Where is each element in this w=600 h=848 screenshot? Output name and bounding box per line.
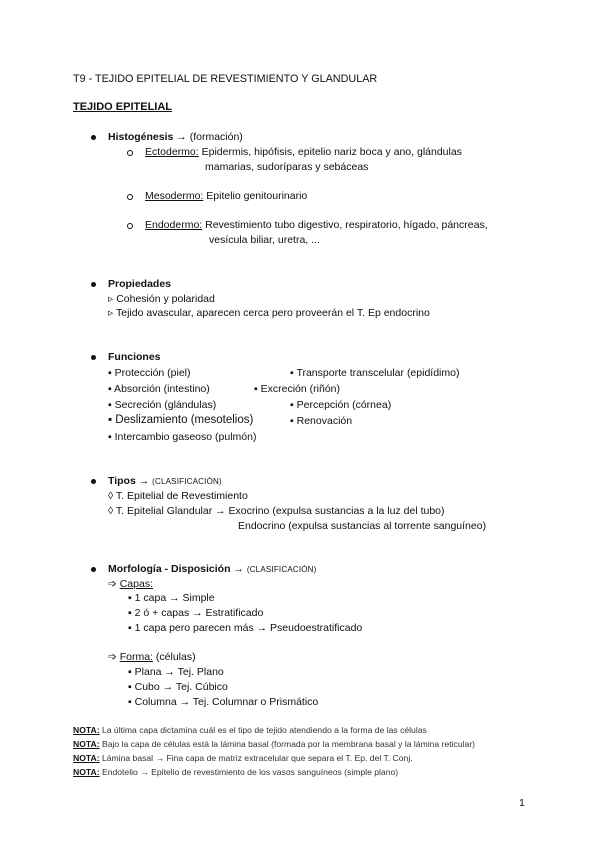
funcion-item: ▪ Absorción (intestino) xyxy=(108,383,210,395)
tipo-item: Endocrino (expulsa sustancias al torrente sanguíneo) xyxy=(238,520,487,532)
circle-bullet-icon xyxy=(127,150,133,156)
funcion-item: ▪ Deslizamiento (mesotelios) xyxy=(108,414,254,426)
bullet-icon xyxy=(91,567,96,572)
capas-heading: ➩ Capas: xyxy=(108,578,153,590)
funcion-item: ▪ Secreción (glándulas) xyxy=(108,399,217,411)
mesodermo-line: Mesodermo: Epitelio genitourinario xyxy=(145,190,308,202)
ectodermo-line-2: mamarias, sudoríparas y sebáceas xyxy=(205,161,369,173)
funcion-item: ▪ Excreción (riñón) xyxy=(254,383,340,395)
endodermo-line-2: vesícula biliar, uretra, ... xyxy=(209,234,320,246)
propiedades-heading: Propiedades xyxy=(108,278,172,290)
endodermo-line: Endodermo: Revestimiento tubo digestivo, respiratorio, hígado, páncreas, xyxy=(145,219,488,231)
funcion-item: ▪ Intercambio gaseoso (pulmón) xyxy=(108,431,257,443)
funcion-item: ▪ Protección (piel) xyxy=(108,367,191,379)
page-number: 1 xyxy=(519,797,525,809)
tipo-item: ◊ T. Epitelial Glandular → Exocrino (expulsa sustancias a la luz del tubo) xyxy=(108,505,445,517)
forma-item: ▪ Plana → Tej. Plano xyxy=(128,666,224,678)
nota-line: NOTA: Bajo la capa de células está la lámina basal (formada por la membrana basal y la lámina reticular) xyxy=(73,739,476,749)
bullet-icon xyxy=(91,355,96,360)
list-item: ▹ Tejido avascular, aparecen cerca pero proveerán el T. Ep endocrino xyxy=(108,307,430,319)
nota-line: NOTA: La última capa dictamina cuál es el tipo de tejido atendiendo a la forma de las células xyxy=(73,725,427,735)
document-title: T9 - TEJIDO EPITELIAL DE REVESTIMIENTO Y GLANDULAR xyxy=(73,73,378,85)
capa-item: ▪ 1 capa pero parecen más → Pseudoestratificado xyxy=(128,622,363,634)
list-item: ▹ Cohesión y polaridad xyxy=(108,293,215,305)
funcion-item: ▪ Renovación xyxy=(290,415,353,427)
forma-heading: ➩ Forma: (células) xyxy=(108,651,196,663)
forma-item: ▪ Columna → Tej. Columnar o Prismático xyxy=(128,696,319,708)
nota-line: NOTA: Lámina basal → Fina capa de matriz extracelular que separa el T. Ep. del T. Conj. xyxy=(73,753,413,763)
capa-item: ▪ 2 ó + capas → Estratificado xyxy=(128,607,264,619)
tipo-item: ◊ T. Epitelial de Revestimiento xyxy=(108,490,248,502)
nota-line: NOTA: Endotelio → Epitelio de revestimiento de los vasos sanguíneos (simple plano) xyxy=(73,767,399,777)
circle-bullet-icon xyxy=(127,194,133,200)
funciones-heading: Funciones xyxy=(108,351,161,363)
ectodermo-line: Ectodermo: Epidermis, hipófisis, epitelio nariz boca y ano, glándulas xyxy=(145,146,462,158)
tipos-heading: Tipos → (CLASIFICACIÓN) xyxy=(108,475,222,487)
circle-bullet-icon xyxy=(127,223,133,229)
funcion-item: ▪ Percepción (córnea) xyxy=(290,399,392,411)
bullet-icon xyxy=(91,282,96,287)
section-title: TEJIDO EPITELIAL xyxy=(73,101,173,113)
histogenesis-heading: Histogénesis → (formación) xyxy=(108,131,243,143)
capa-item: ▪ 1 capa → Simple xyxy=(128,592,215,604)
bullet-icon xyxy=(91,479,96,484)
forma-item: ▪ Cubo → Tej. Cúbico xyxy=(128,681,228,693)
morfologia-heading: Morfología - Disposición → (CLASIFICACIÓN) xyxy=(108,563,317,575)
funcion-item: ▪ Transporte transcelular (epidídimo) xyxy=(290,367,460,379)
bullet-icon xyxy=(91,135,96,140)
